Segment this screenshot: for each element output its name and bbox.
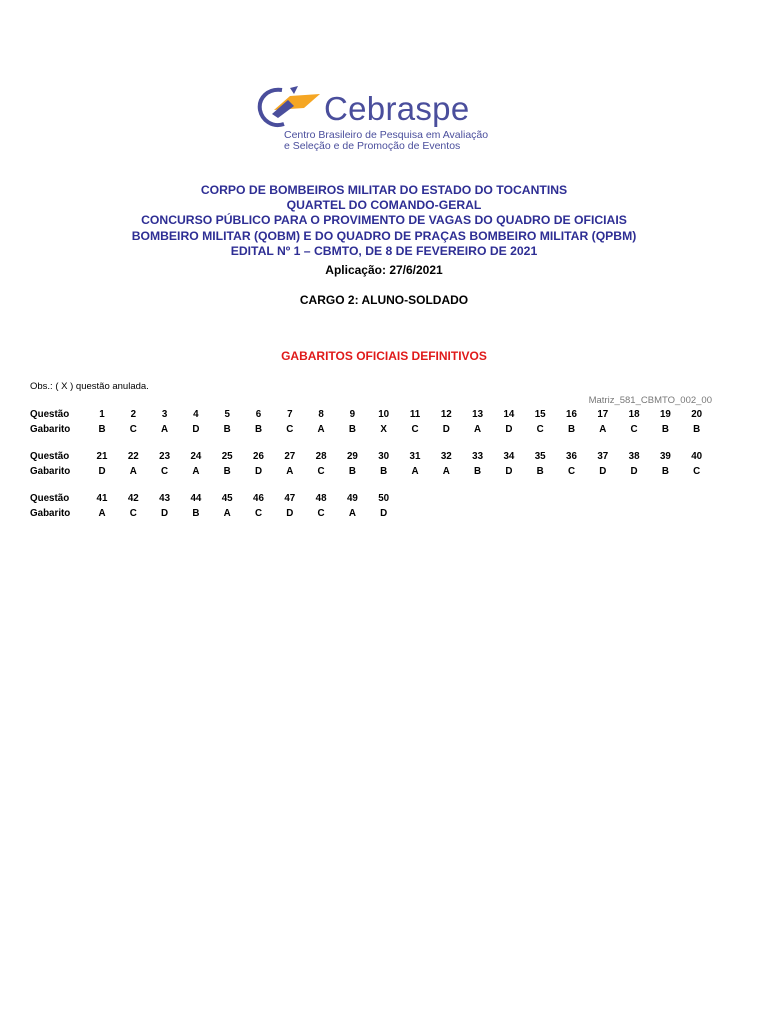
question-number: 37	[597, 451, 609, 462]
answer-key: A	[161, 424, 169, 435]
question-number: 49	[346, 493, 358, 504]
application-date: Aplicação: 27/6/2021	[325, 263, 443, 277]
header-line-4: BOMBEIRO MILITAR (QOBM) E DO QUADRO DE PRAÇAS BOMBEIRO MILITAR (QPBM)	[131, 228, 637, 243]
answer-key: A	[129, 466, 137, 477]
matrix-code: Matriz_581_CBMTO_002_00	[588, 395, 712, 406]
question-number: 10	[378, 409, 390, 420]
answer-key: D	[505, 424, 513, 435]
answer-key: A	[599, 424, 607, 435]
answer-key: D	[442, 424, 450, 435]
answer-key: C	[536, 424, 544, 435]
question-number: 3	[161, 409, 168, 420]
header-line-1: CORPO DE BOMBEIROS MILITAR DO ESTADO DO TOCANTINS	[200, 183, 568, 197]
question-number: 42	[127, 493, 139, 504]
answer-key: B	[223, 424, 231, 435]
cebraspe-logo-icon	[254, 84, 324, 134]
answer-key: B	[348, 424, 356, 435]
answer-key: A	[474, 424, 482, 435]
question-number: 50	[378, 493, 390, 504]
question-number: 31	[409, 451, 421, 462]
question-number: 33	[472, 451, 484, 462]
question-number: 28	[315, 451, 327, 462]
question-number: 36	[566, 451, 577, 462]
question-number: 34	[503, 451, 515, 462]
answer-key: C	[129, 424, 137, 435]
question-number: 47	[284, 493, 296, 504]
header-line-3: CONCURSO PÚBLICO PARA O PROVIMENTO DE VAGAS DO QUADRO DE OFICIAIS	[141, 213, 627, 228]
question-number: 17	[597, 409, 609, 420]
answer-key: A	[317, 424, 325, 435]
question-number: 22	[127, 451, 139, 462]
answer-key: B	[536, 466, 544, 477]
answer-key: X	[380, 424, 387, 435]
question-number: 38	[628, 451, 640, 462]
question-number: 20	[691, 409, 703, 420]
question-number: 13	[472, 409, 484, 420]
question-number: 14	[503, 409, 515, 420]
answer-key: B	[693, 424, 701, 435]
answer-key: C	[630, 424, 638, 435]
question-number: 35	[534, 451, 546, 462]
answer-key: B	[192, 508, 200, 519]
answer-key: B	[254, 424, 263, 435]
answer-key: A	[442, 466, 450, 477]
answer-key: B	[223, 466, 231, 477]
answer-key: D	[192, 424, 200, 435]
question-number: 27	[284, 451, 296, 462]
answer-key: B	[661, 424, 669, 435]
logo-subtitle	[284, 130, 488, 152]
question-number: 9	[349, 409, 356, 420]
question-number: 23	[159, 451, 171, 462]
question-number: 8	[318, 409, 324, 420]
question-number: 29	[346, 451, 358, 462]
question-number: 45	[221, 493, 233, 504]
question-number: 11	[409, 409, 421, 420]
answer-key: C	[693, 466, 701, 477]
question-number: 1	[99, 409, 105, 420]
answer-key: D	[286, 508, 294, 519]
question-row-label: Questão	[30, 409, 70, 420]
question-number: 48	[315, 493, 327, 504]
question-number: 18	[628, 409, 640, 420]
question-number: 15	[534, 409, 546, 420]
answer-key: B	[474, 466, 482, 477]
answer-key: C	[411, 424, 419, 435]
logo-subtitle-line-1: Centro Brasileiro de Pesquisa em Avaliação	[284, 129, 489, 141]
question-number: 7	[287, 409, 293, 420]
answer-key: C	[161, 466, 169, 477]
question-number: 5	[224, 409, 230, 420]
question-number: 39	[659, 451, 671, 462]
question-number: 44	[190, 493, 202, 504]
gabaritos-title: GABARITOS OFICIAIS DEFINITIVOS	[281, 349, 487, 363]
answer-key: C	[317, 466, 325, 477]
question-number: 46	[253, 493, 264, 504]
question-number: 4	[193, 409, 199, 420]
question-number: 19	[659, 409, 671, 420]
answer-key: C	[129, 508, 137, 519]
question-number: 2	[130, 409, 137, 420]
question-number: 25	[221, 451, 233, 462]
question-row-label: Questão	[30, 451, 70, 462]
answer-key: A	[348, 508, 356, 519]
answer-key: B	[567, 424, 576, 435]
answer-row-label: Gabarito	[30, 508, 71, 519]
cebraspe-logo	[254, 84, 489, 154]
answer-key: D	[161, 508, 169, 519]
question-number: 41	[96, 493, 108, 504]
observation-note: Obs.: ( X ) questão anulada.	[30, 381, 149, 392]
header-line-5: EDITAL Nº 1 – CBMTO, DE 8 DE FEVEREIRO DE 2021	[230, 243, 538, 258]
answer-key: C	[317, 508, 325, 519]
answer-key: A	[411, 466, 419, 477]
answer-key: C	[254, 508, 263, 519]
question-number: 21	[96, 451, 108, 462]
header-line-2: QUARTEL DO COMANDO-GERAL	[286, 198, 482, 213]
logo-name: Cebraspe	[324, 90, 470, 127]
answer-key: A	[223, 508, 231, 519]
cargo-title: CARGO 2: ALUNO-SOLDADO	[299, 293, 469, 307]
question-number: 16	[566, 409, 577, 420]
answer-key: D	[599, 466, 607, 477]
answer-key: B	[661, 466, 669, 477]
question-number: 24	[190, 451, 202, 462]
question-number: 40	[691, 451, 703, 462]
question-row-label: Questão	[30, 493, 70, 504]
answer-key: D	[254, 466, 263, 477]
answer-key: A	[98, 508, 106, 519]
question-number: 12	[440, 409, 452, 420]
answer-key: B	[380, 466, 388, 477]
logo-subtitle-line-2: e Seleção e de Promoção de Eventos	[284, 140, 461, 152]
answer-key: D	[505, 466, 513, 477]
answer-key: A	[192, 466, 200, 477]
answer-key: D	[98, 466, 106, 477]
answer-key: B	[348, 466, 356, 477]
answer-key: D	[380, 508, 388, 519]
answer-key: A	[286, 466, 294, 477]
answer-row-label: Gabarito	[30, 424, 71, 435]
answer-key: B	[98, 424, 106, 435]
answer-row-label: Gabarito	[30, 466, 71, 477]
question-number: 32	[440, 451, 452, 462]
question-number: 43	[159, 493, 171, 504]
answer-key: D	[630, 466, 638, 477]
answer-key: C	[286, 424, 294, 435]
question-number: 30	[378, 451, 390, 462]
question-number: 26	[253, 451, 264, 462]
answer-key: C	[567, 466, 576, 477]
document-header	[0, 183, 768, 259]
question-number: 6	[255, 409, 262, 420]
